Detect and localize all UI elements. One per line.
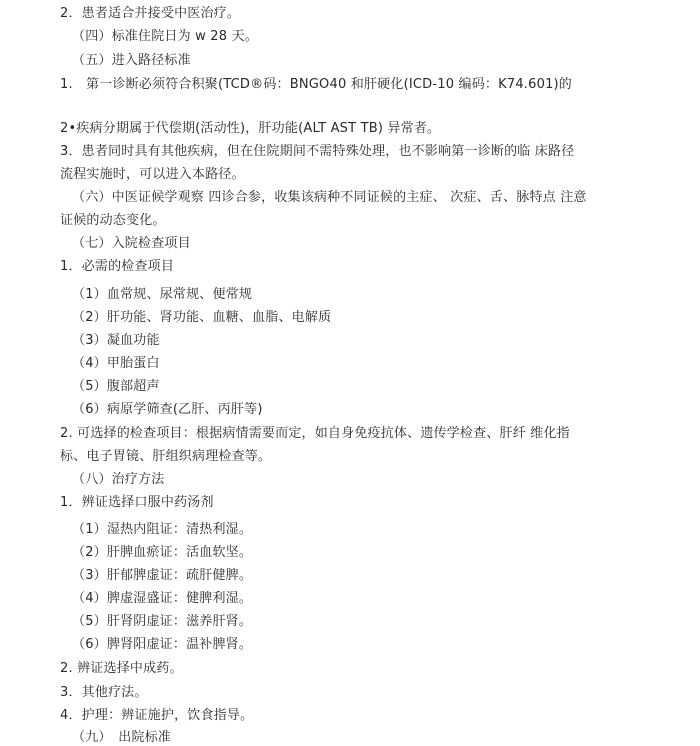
text-line: 1．必需的检查项目	[60, 259, 175, 274]
list-item: （6）脾肾阳虚证：温补脾肾。	[72, 637, 253, 652]
list-item: （1）血常规、尿常规、便常规	[72, 287, 253, 302]
list-item: （3）肝郁脾虚证：疏肝健脾。	[72, 568, 253, 583]
text-line: 证候的动态变化。	[60, 213, 166, 228]
text-line: 2. 可选择的检查项目：根据病情需要而定，如自身免疫抗体、遗传学检查、肝纤 维化指	[60, 426, 570, 441]
text-line: 2．患者适合并接受中医治疗。	[60, 6, 241, 21]
list-item: （1）湿热内阻证：清热利湿。	[72, 522, 253, 537]
text-line: 1．辨证选择口服中药汤剂	[60, 495, 214, 510]
list-item: （4）脾虚湿盛证：健脾利湿。	[72, 591, 253, 606]
text-line: 2•疾病分期属于代偿期(活动性)，肝功能(ALT AST TB) 异常者。	[60, 121, 441, 136]
section-heading: （五）进入路径标准	[72, 53, 191, 68]
text-line: 流程实施时，可以进入本路径。	[60, 167, 245, 182]
text-line: 3．其他疗法。	[60, 685, 148, 700]
list-item: （3）凝血功能	[72, 333, 160, 348]
section-heading: （七）入院检查项目	[72, 236, 191, 251]
list-item: （6）病原学筛查(乙肝、丙肝等)	[72, 402, 263, 417]
text-line: 1. 第一诊断必须符合积聚(TCD®码：BNGO40 和肝硬化(ICD-10 编码：K74.601)的	[60, 77, 573, 92]
section-heading: （四）标准住院日为 w 28 天。	[72, 29, 258, 44]
list-item: （5）肝肾阴虚证：滋养肝肾。	[72, 614, 253, 629]
section-heading: （八）治疗方法	[72, 472, 165, 487]
text-line: 标、电子胃镜、肝组织病理检查等。	[60, 449, 272, 464]
list-item: （2）肝功能、肾功能、血糖、血脂、电解质	[72, 310, 332, 325]
section-heading: （六）中医证候学观察 四诊合参，收集该病种不同证候的主症、 次症、舌、脉特点 注意	[72, 190, 587, 205]
list-item: （4）甲胎蛋白	[72, 356, 160, 371]
text-line: 3．患者同时具有其他疾病，但在住院期间不需特殊处理，也不影响第一诊断的临 床路径	[60, 144, 575, 159]
list-item: （2）肝脾血瘀证：活血软坚。	[72, 545, 253, 560]
list-item: （5）腹部超声	[72, 379, 160, 394]
text-line: 4．护理：辨证施护，饮食指导。	[60, 708, 254, 723]
text-line: 2. 辨证选择中成药。	[60, 661, 183, 676]
section-heading: （九） 出院标准	[72, 730, 172, 745]
